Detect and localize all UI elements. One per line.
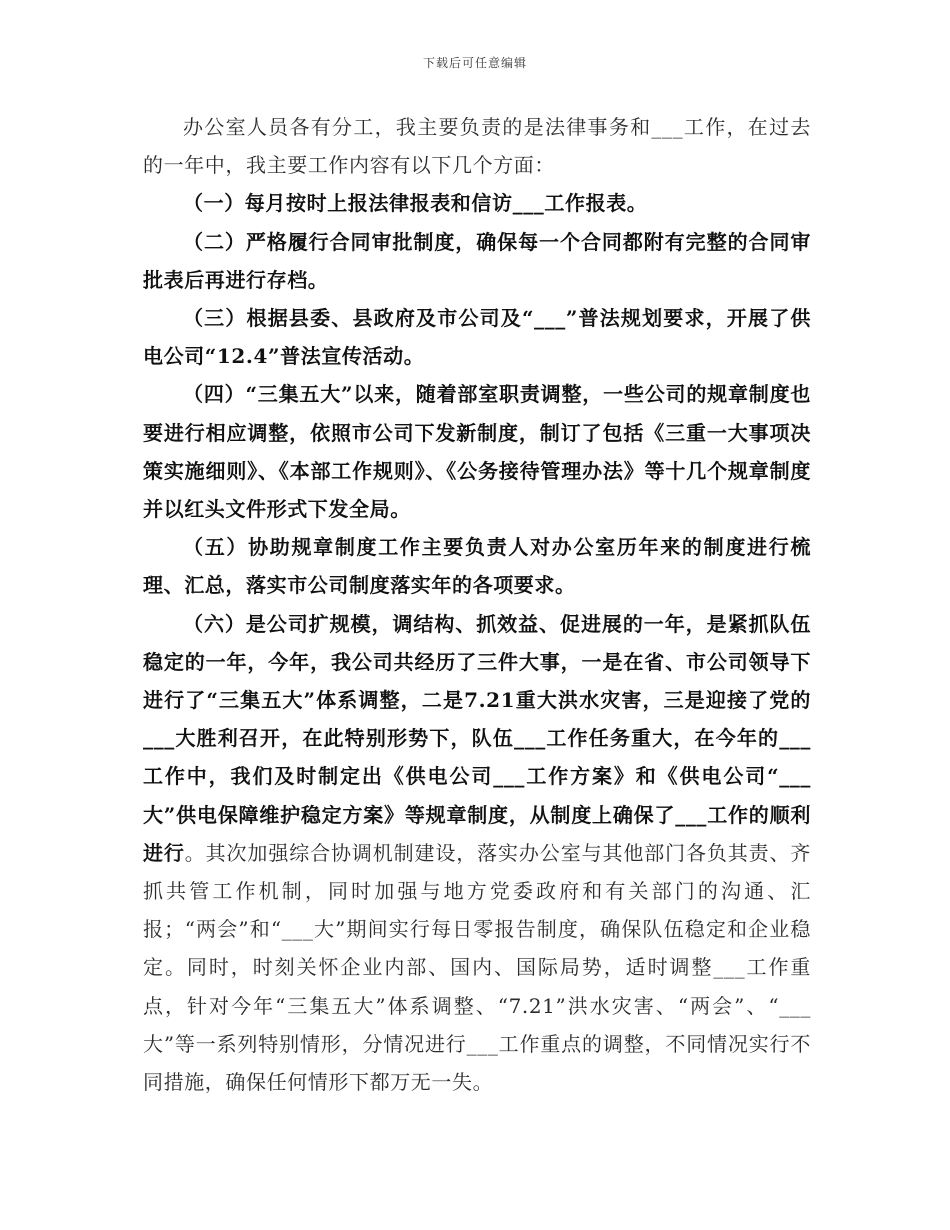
paragraph-item-5: （五）协助规章制度工作主要负责人对办公室历年来的制度进行梳理、汇总，落实市公司制度落实年的各项要求。: [143, 535, 811, 598]
paragraph-item-6-normal: 。其次加强综合协调机制建设，落实办公室与其他部门各负其责、齐抓共管工作机制，同时加强与地方党委政府和有关部门的沟通、汇报；“两会”和“___大”期间实行每日零报告制度，确保队伍稳定和企业稳定。同时，时刻关怀企业内部、国内、国际局势，适时调整___工作重点，针对今年“三集五大”体系调整、“7.21”洪水灾害、“两会”、“___大”等一系列特别情形，分情况进行___工作重点的调整，不同情况实行不同措施，确保任何情形下都万无一失。: [143, 840, 812, 1095]
paragraph-item-6: [143, 605, 811, 1102]
paragraph-item-3: （三）根据县委、县政府及市公司及“___”普法规划要求，开展了供电公司“12.4”普法宣传活动。: [143, 306, 811, 369]
paragraph-item-1: （一）每月按时上报法律报表和信访___工作报表。: [183, 191, 648, 216]
document-body: [143, 108, 811, 1101]
page-header: 下载后可任意编辑: [422, 56, 527, 70]
paragraph-item-2: （二）严格履行合同审批制度，确保每一个合同都附有完整的合同审批表后再进行存档。: [143, 229, 811, 292]
paragraph-intro: 办公室人员各有分工，我主要负责的是法律事务和___工作，在过去的一年中，我主要工作内容有以下几个方面：: [143, 115, 811, 178]
paragraph-item-4: （四）“三集五大”以来，随着部室职责调整，一些公司的规章制度也要进行相应调整，依照市公司下发新制度，制订了包括《三重一大事项决策实施细则》、《本部工作规则》、《公务接待管理办法》等十几个规章制度并以红头文件形式下发全局。: [143, 382, 811, 522]
paragraph-item-6-bold: （六）是公司扩规模，调结构、抓效益、促进展的一年，是紧抓队伍稳定的一年，今年，我公司共经历了三件大事，一是在省、市公司领导下进行了“三集五大”体系调整，二是7.21重大洪水灾害，三是迎接了党的___大胜利召开，在此特别形势下，队伍___工作任务重大，在今年的___工作中，我们及时制定出《供电公司___工作方案》和《供电公司“___大”供电保障维护稳定方案》等规章制度，从制度上确保了___工作的顺利进行: [143, 611, 811, 865]
